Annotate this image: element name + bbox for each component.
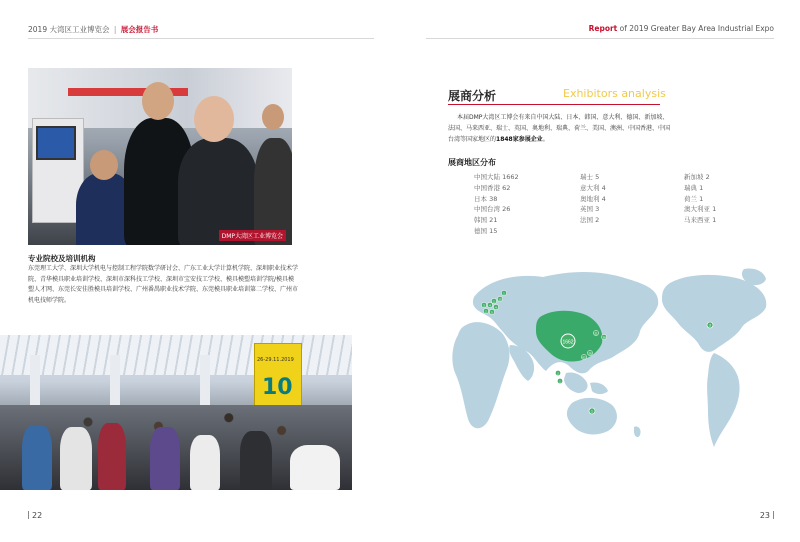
region-count: 瑞士 5	[580, 173, 600, 181]
page-number-right: 23	[760, 511, 774, 520]
visitor-figure	[178, 138, 258, 245]
distribution-column-1	[474, 172, 519, 237]
machine-screen	[36, 126, 76, 160]
analysis-title-en: Exhibitors analysis	[563, 87, 666, 100]
banner-number: 10	[262, 375, 293, 400]
left-header-accent: 展会报告书	[120, 25, 159, 34]
institutions-heading: 专业院校及培训机构	[28, 254, 96, 263]
visitor-figure	[98, 423, 126, 490]
visitor-head	[90, 150, 118, 180]
left-header-rule	[28, 38, 374, 39]
marker-europe-label: 3	[483, 303, 485, 308]
intro-highlight: 1848家参展企业	[496, 136, 543, 143]
marker-europe-label: 1	[493, 299, 495, 304]
analysis-intro	[448, 112, 674, 145]
marker-europe-label: 4	[495, 305, 497, 310]
marker-usa	[707, 322, 713, 328]
region-count: 新加坡 2	[684, 173, 710, 181]
distribution-heading: 展商地区分布	[448, 158, 496, 167]
region-count: 日本 38	[474, 194, 498, 203]
distribution-column-3	[684, 172, 716, 226]
right-header-title: of 2019 Greater Bay Area Industrial Expo	[619, 24, 774, 33]
region-count: 瑞典 1	[684, 183, 704, 192]
map-north-america	[662, 275, 766, 352]
region-count: 荷兰 1	[684, 194, 704, 203]
marker-asia-label: 62	[582, 355, 586, 360]
banner-date: 26-29.11.2019	[257, 357, 294, 363]
marker-europe-label: 15	[498, 297, 502, 302]
visitor-head	[142, 82, 174, 120]
marker-asia-label: 2	[557, 371, 559, 376]
map-new-zealand	[634, 426, 641, 437]
marker-china	[561, 334, 575, 348]
right-running-header	[589, 24, 774, 33]
visitor-figure	[254, 138, 292, 245]
map-se-asia	[564, 372, 608, 394]
visitor-figure	[190, 435, 220, 490]
marker-asia-label: 38	[602, 335, 606, 340]
map-africa	[452, 322, 509, 428]
region-count: 意大利 4	[580, 183, 606, 192]
marker-europe-label: 5	[491, 310, 493, 315]
region-count: 中国大陆 1662	[474, 173, 519, 181]
region-count: 韩国 21	[474, 216, 498, 225]
marker-europe-label: 2	[485, 309, 487, 314]
institutions-paragraph: 东莞理工大学、深圳大学机电与控制工程学院数学研讨会、广东工业大学计算机学院、深圳职业技术学院、青华模具职业培训学校、深圳市深科技工学校、深圳市宝安技工学校、模具模塑培训学院/模具模塑人才网、东莞长安佳胜模具培训学校、广州番禺职业技术学院、东莞模具职业培训第二学校、广州市机电技师学院。	[28, 265, 299, 304]
region-count: 奥地利 4	[580, 194, 606, 203]
marker-australia-label: 1	[591, 409, 593, 414]
crowd-photo	[0, 335, 352, 490]
marker-europe-label: 1	[503, 291, 505, 296]
region-count: 中国台湾 26	[474, 205, 511, 214]
region-count: 法国 2	[580, 216, 600, 225]
visitor-figure	[240, 431, 272, 490]
photo-caption: DMP大湾区工业博览会	[219, 230, 286, 241]
right-header-rule	[426, 38, 774, 39]
region-count: 澳大利亚 1	[684, 205, 717, 214]
visitor-head	[262, 104, 284, 130]
region-count: 德国 15	[474, 226, 498, 235]
visitor-figure	[22, 425, 52, 490]
region-count: 中国香港 62	[474, 183, 511, 192]
intro-end: 。	[542, 136, 549, 143]
visitor-head	[194, 96, 234, 142]
marker-australia	[589, 408, 595, 414]
marker-europe-label: 4	[489, 303, 491, 308]
visitor-figure	[290, 445, 340, 490]
world-map	[448, 265, 774, 455]
intro-text: 本届DMP大湾区工博会有来自中国大陆、日本、韩国、意大利、德国、新加坡、法国、马来西亚、瑞士、英国、奥地利、瑞典、荷兰、美国、澳洲、中国香港、中国台湾等国家地区的	[448, 114, 671, 143]
page-number-left: 22	[28, 511, 42, 520]
map-south-america	[707, 353, 739, 447]
marker-china-label: 1662	[562, 339, 574, 346]
marker-asia-label: 21	[594, 331, 598, 336]
analysis-title-rule	[448, 104, 660, 105]
left-header-title: 2019 大湾区工业博览会	[28, 25, 110, 34]
visitor-figure	[150, 427, 180, 490]
analysis-title: 展商分析	[448, 89, 497, 103]
marker-usa-label: 3	[709, 323, 711, 328]
marker-asia-label: 1	[559, 379, 561, 384]
right-header-accent: Report	[588, 24, 618, 33]
booth-photo	[28, 68, 292, 245]
region-count: 马来西亚 1	[684, 216, 717, 225]
map-australia	[567, 398, 617, 435]
left-header-separator: |	[113, 25, 117, 34]
distribution-column-2	[580, 172, 606, 226]
left-running-header	[28, 24, 158, 35]
region-count: 英国 3	[580, 205, 600, 214]
visitor-figure	[60, 427, 92, 490]
marker-asia-label: 26	[588, 351, 592, 356]
